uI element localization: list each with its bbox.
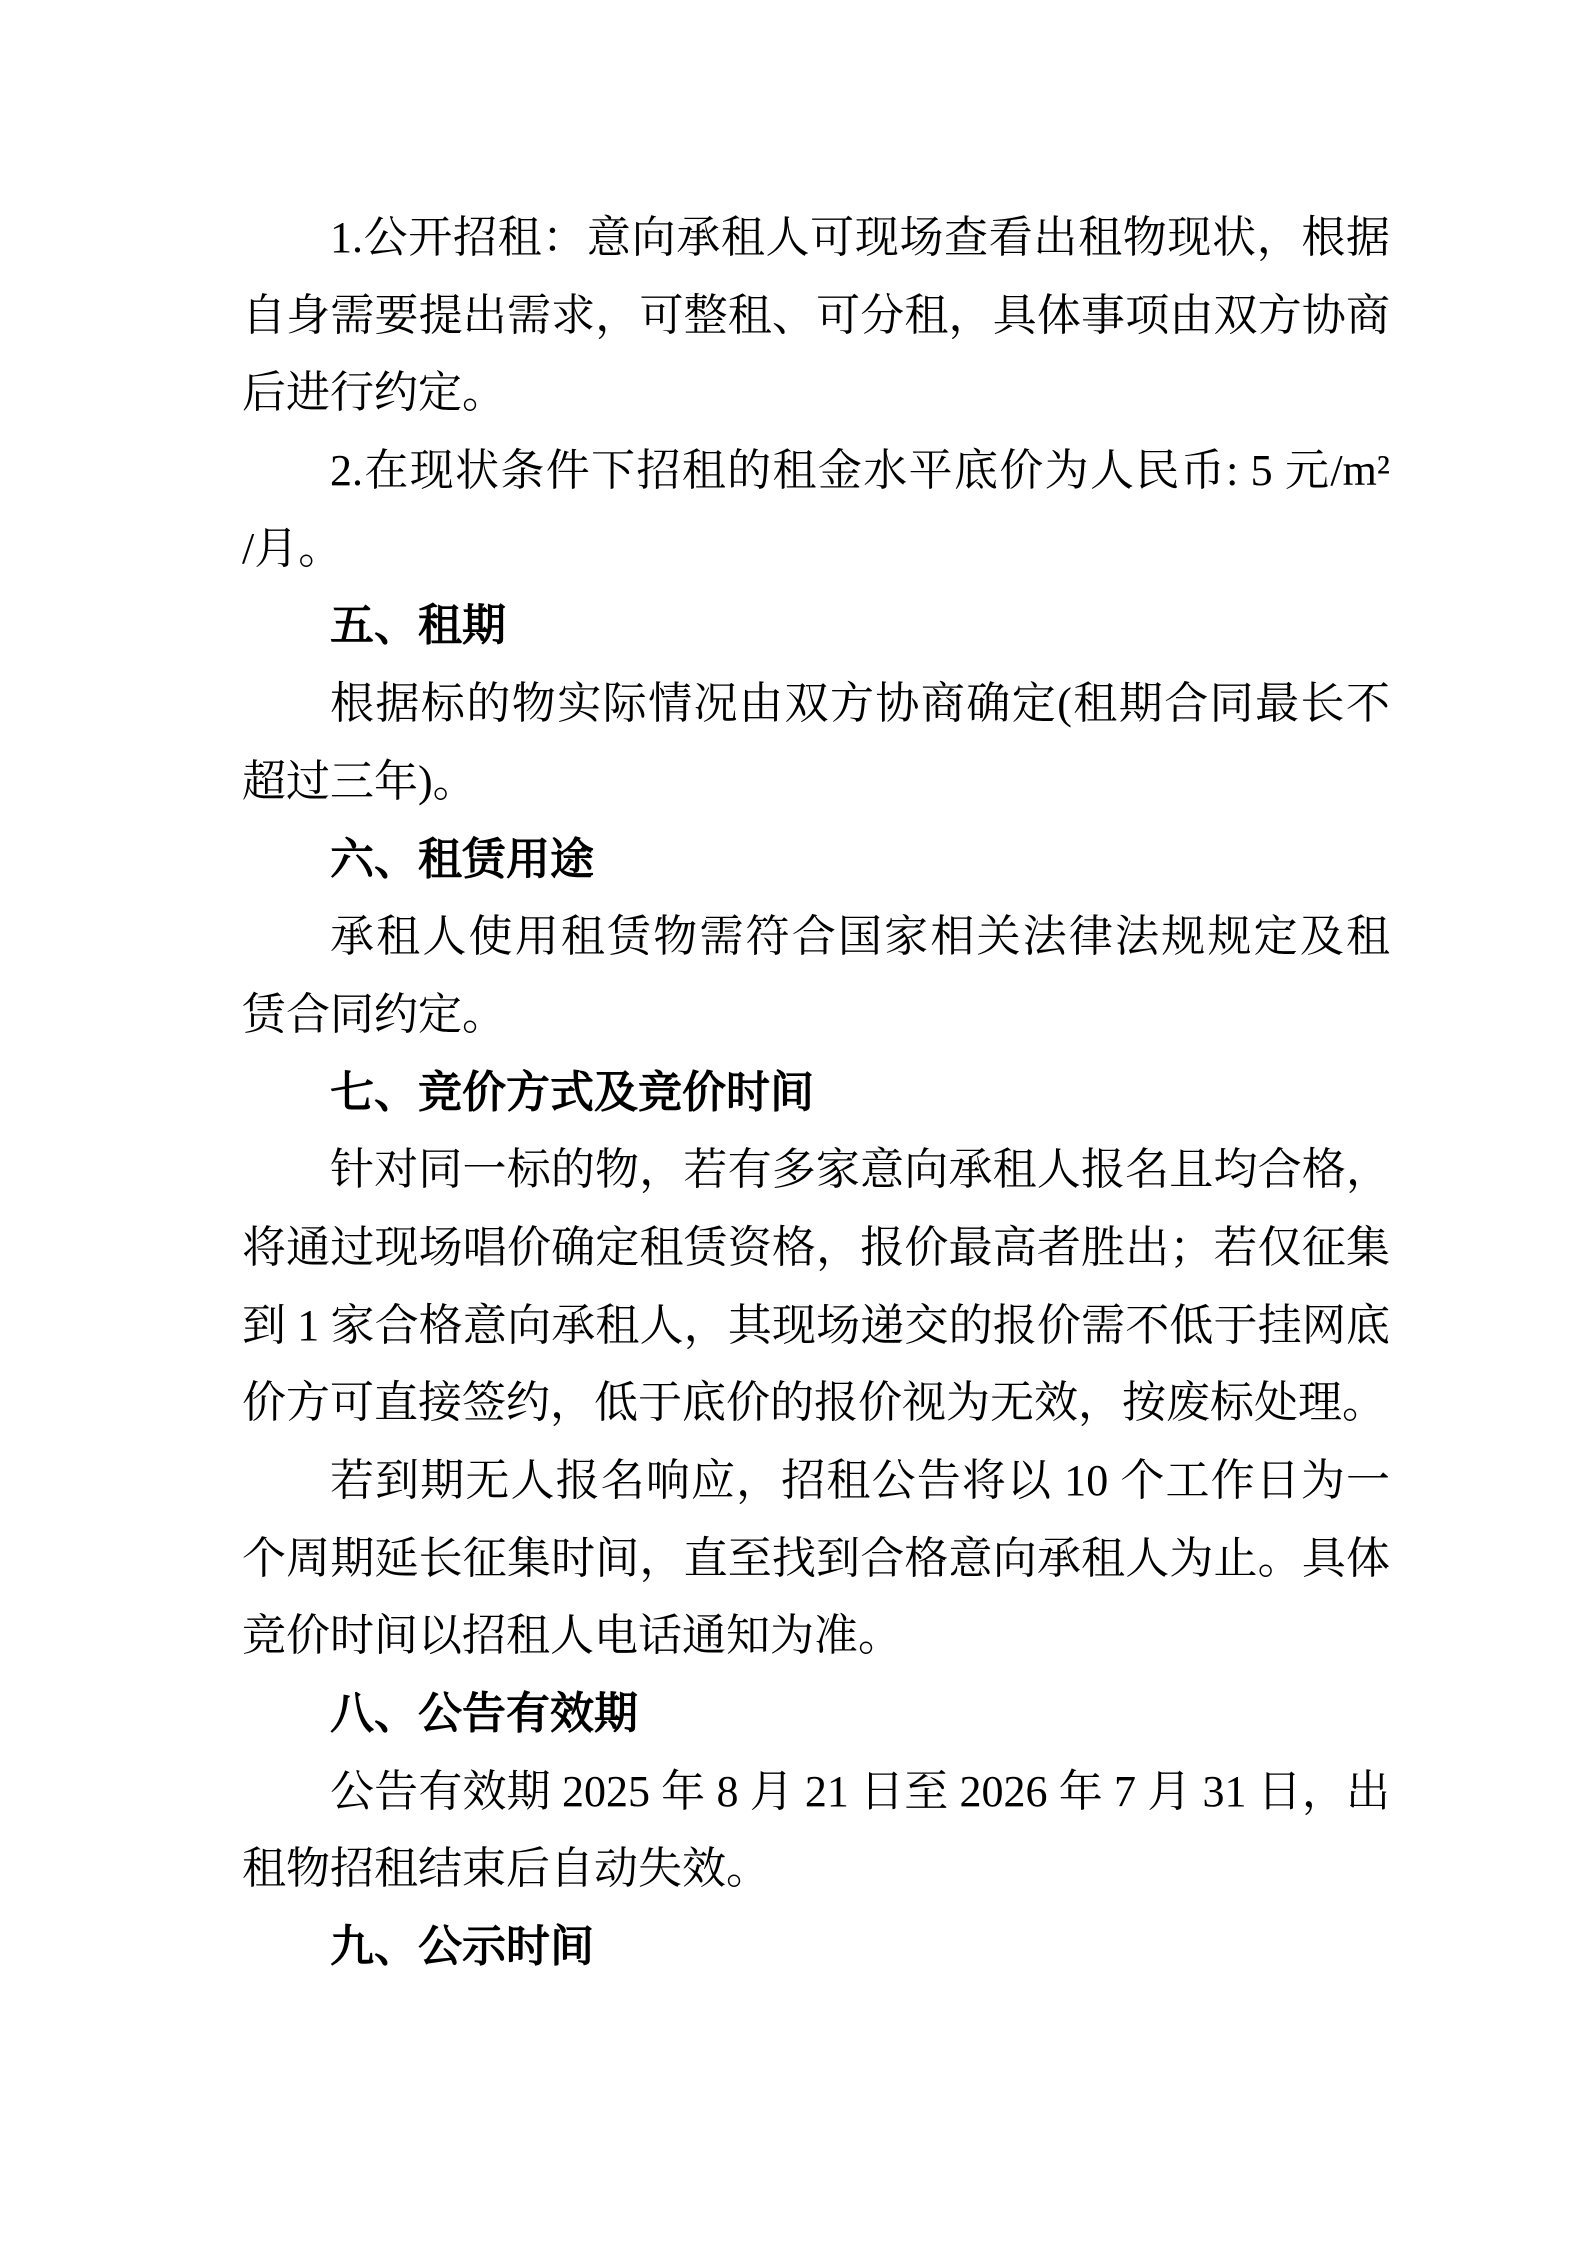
section-heading-9: 九、公示时间	[330, 1922, 594, 1972]
section-8-line-1: 公告有效期 2025 年 8 月 21 日至 2026 年 7 月 31 日，出	[330, 1766, 1390, 1816]
clause-2-line-2: /月。	[242, 523, 343, 573]
section-5-line-1: 根据标的物实际情况由双方协商确定(租期合同最长不	[330, 679, 1390, 729]
section-8-line-2: 租物招租结束后自动失效。	[242, 1844, 770, 1894]
section-7-para-1-line-2: 将通过现场唱价确定租赁资格，报价最高者胜出；若仅征集	[242, 1222, 1390, 1272]
section-7-para-1-line-1: 针对同一标的物，若有多家意向承租人报名且均合格，	[330, 1145, 1390, 1195]
document-content	[242, 199, 1390, 1986]
section-heading-7: 七、竞价方式及竞价时间	[330, 1067, 814, 1117]
section-6-line-2: 赁合同约定。	[242, 989, 506, 1039]
clause-1-line-2: 自身需要提出需求，可整租、可分租，具体事项由双方协商	[242, 290, 1390, 340]
section-5-line-2: 超过三年)。	[242, 756, 477, 806]
section-7-para-1-line-3: 到 1 家合格意向承租人，其现场递交的报价需不低于挂网底	[242, 1300, 1390, 1350]
section-7-para-2-line-1: 若到期无人报名响应，招租公告将以 10 个工作日为一	[330, 1456, 1390, 1505]
section-heading-6: 六、租赁用途	[330, 834, 594, 884]
section-heading-8: 八、公告有效期	[330, 1689, 638, 1739]
clause-2-line-1: 2.在现状条件下招租的租金水平底价为人民币: 5 元/m²	[330, 446, 1390, 496]
section-heading-5: 五、租期	[330, 601, 506, 651]
clause-1-line-1: 1.公开招租：意向承租人可现场查看出租物现状，根据	[330, 213, 1390, 262]
clause-1-line-3: 后进行约定。	[242, 368, 506, 418]
section-7-para-2-line-3: 竞价时间以招租人电话通知为准。	[242, 1611, 902, 1661]
section-6-line-1: 承租人使用租赁物需符合国家相关法律法规规定及租	[330, 912, 1390, 962]
section-7-para-1-line-4: 价方可直接签约，低于底价的报价视为无效，按废标处理。	[242, 1378, 1386, 1428]
section-7-para-2-line-2: 个周期延长征集时间，直至找到合格意向承租人为止。具体	[242, 1533, 1390, 1583]
